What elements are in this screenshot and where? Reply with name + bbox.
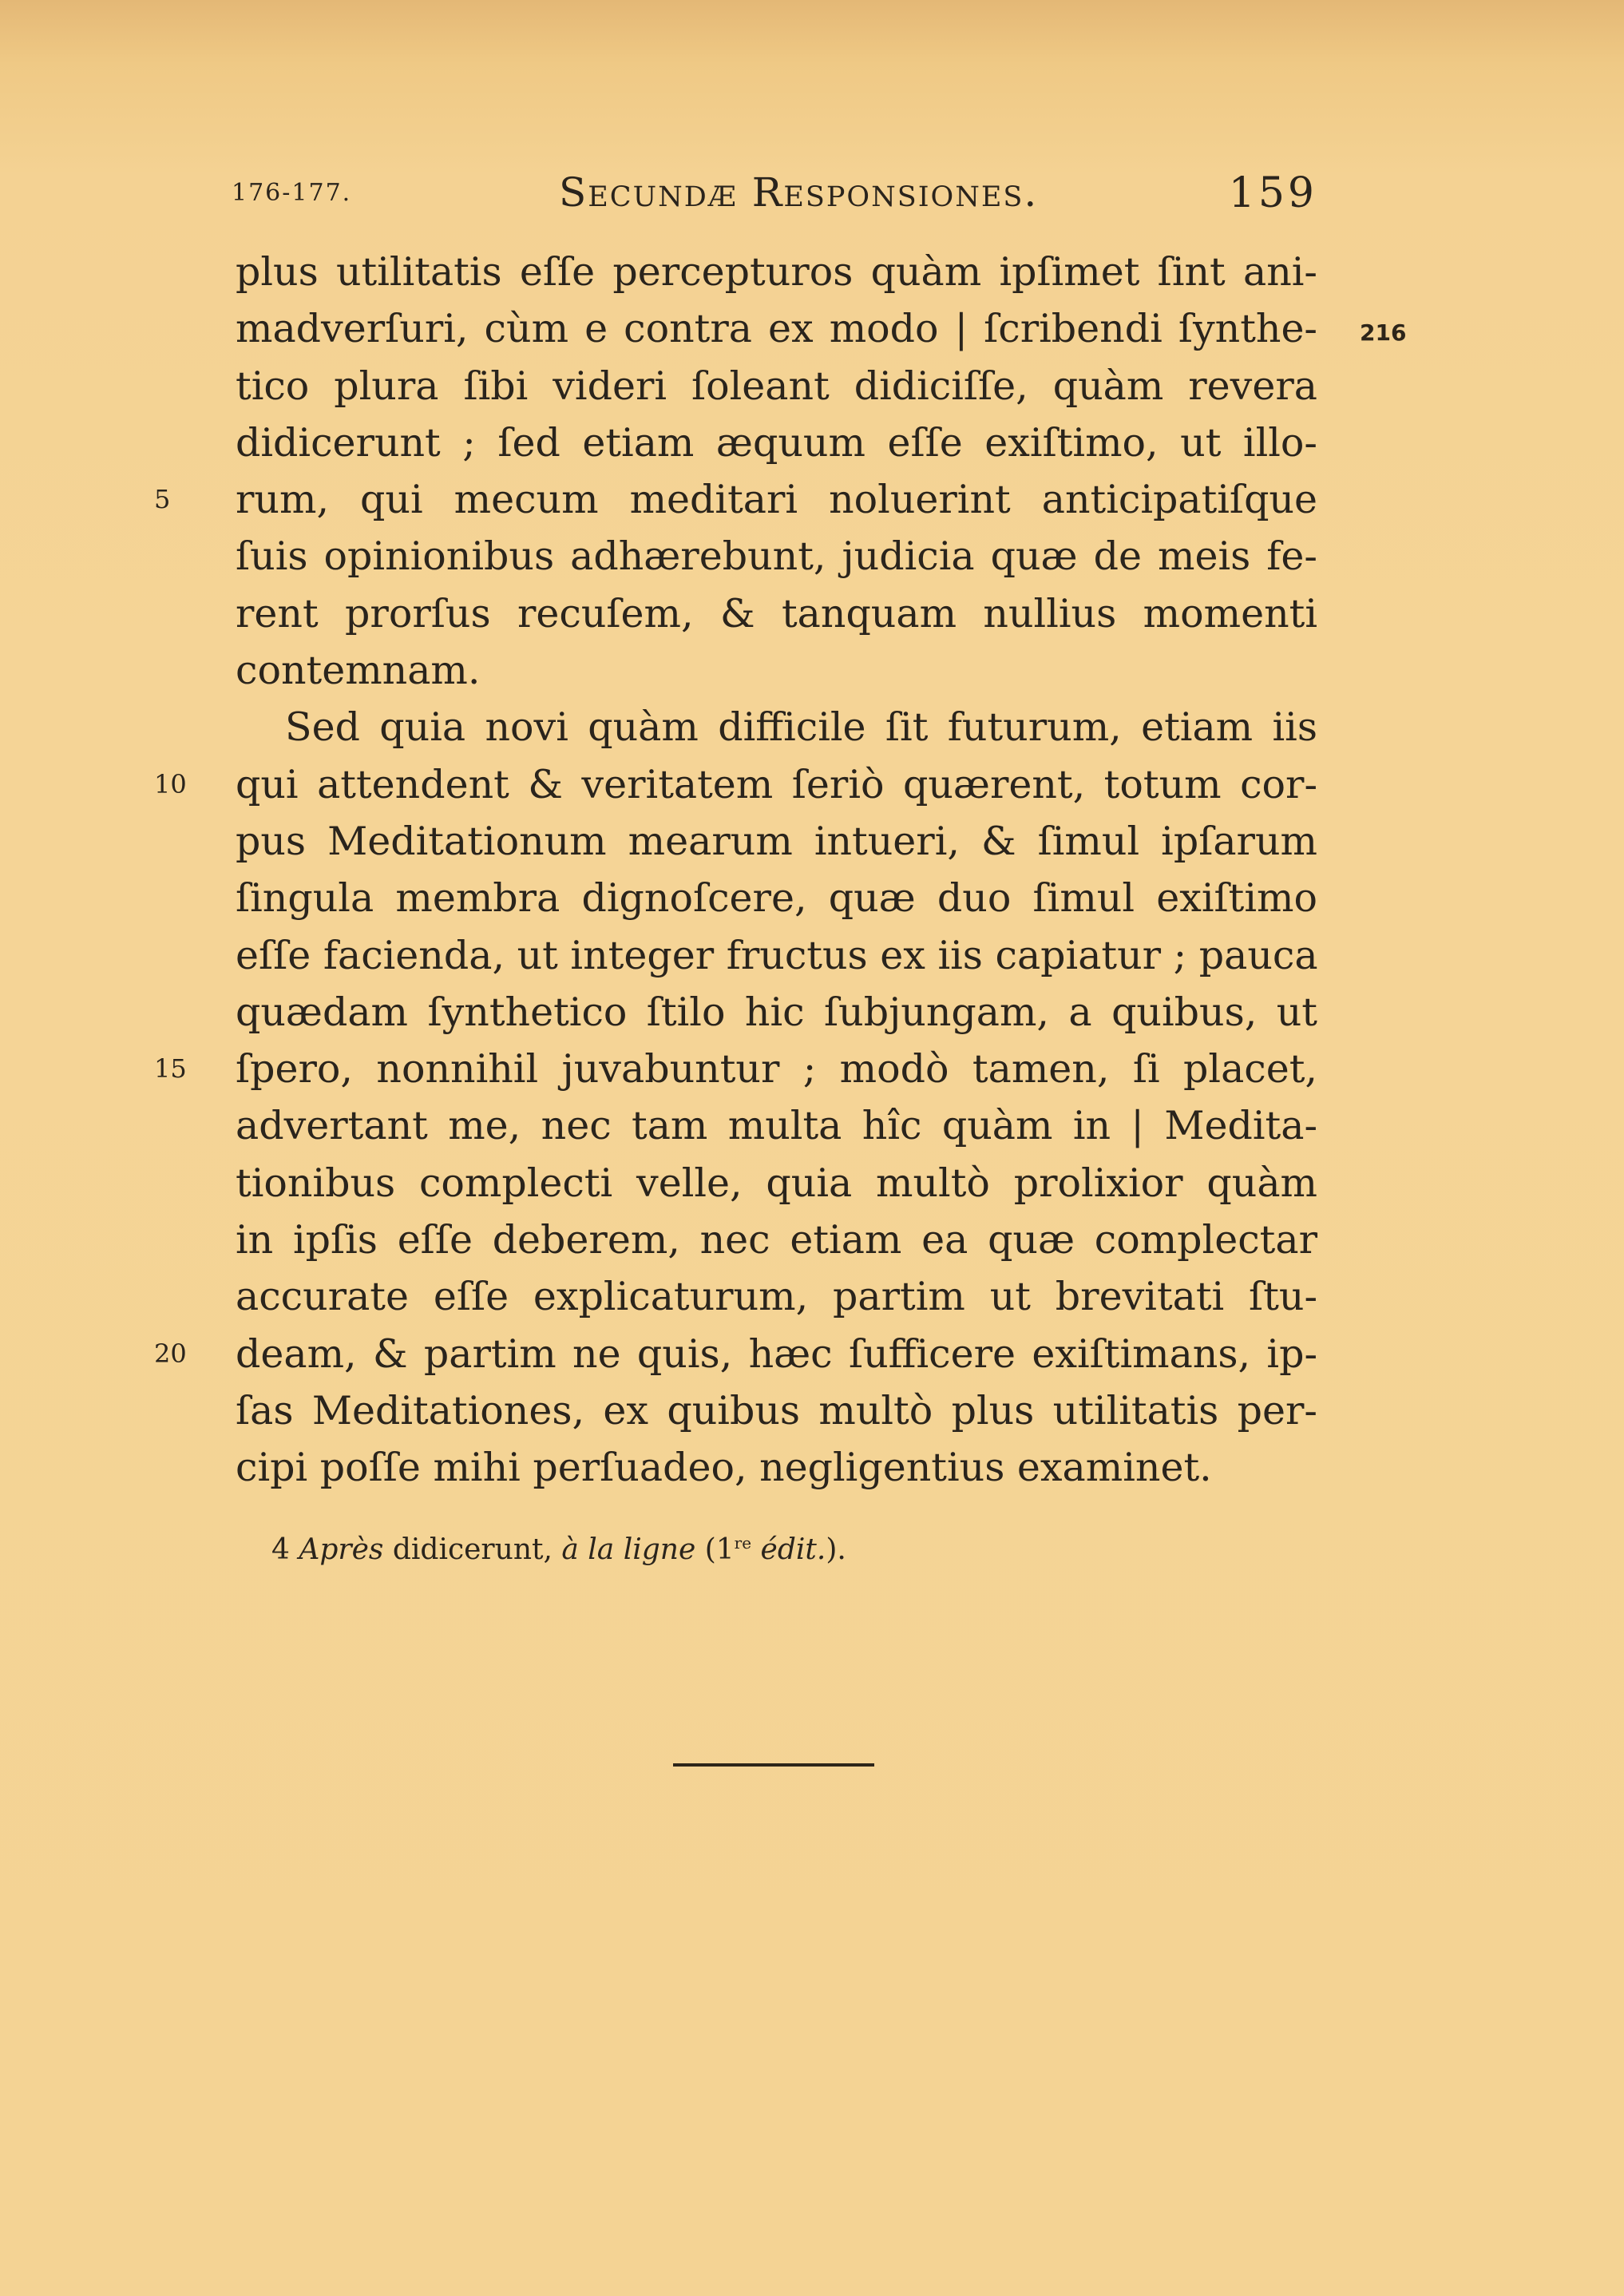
footnote-word: édit.: [760, 1533, 826, 1566]
footnote: [271, 1533, 846, 1566]
footnote-edition-number: 1: [715, 1533, 735, 1566]
text-line: [236, 1097, 1317, 1154]
text-line: [236, 1268, 1317, 1325]
text-line: [236, 1439, 1317, 1496]
footnote-paren: (: [704, 1533, 716, 1566]
line-text: accurate eſſe explicaturum, partim ut brevitati ſtu-: [236, 1274, 1317, 1320]
line-number: 5: [154, 484, 171, 515]
footnote-number: 4: [271, 1533, 290, 1566]
line-text: in ipſis eſſe deberem, nec etiam ea quæ complectar: [236, 1217, 1317, 1263]
line-number: 15: [154, 1053, 187, 1085]
line-text: rum, qui mecum meditari noluerint anticipatiſque: [236, 477, 1317, 523]
text-line: [236, 1382, 1317, 1439]
line-text: madverſuri, cùm e contra ex modo | ſcribendi ſynthe-: [236, 306, 1317, 352]
page-number: 159: [1228, 169, 1317, 217]
text-line: [236, 642, 1317, 699]
footnote-superscript: re: [734, 1533, 752, 1552]
line-number: 10: [154, 768, 187, 799]
text-line: [236, 1211, 1317, 1268]
text-line: [236, 1155, 1317, 1211]
text-line: [154, 1326, 1317, 1382]
text-line: [236, 927, 1317, 984]
text-line: [154, 1041, 1317, 1097]
line-text: ſpero, nonnihil juvabuntur ; modò tamen, ſi placet,: [236, 1046, 1317, 1092]
text-line: [236, 984, 1317, 1041]
margin-page-reference: 216: [1360, 319, 1407, 346]
line-text: tionibus complecti velle, quia multò prolixior quàm: [236, 1160, 1317, 1206]
end-rule: [673, 1763, 874, 1767]
line-text: cipi poſſe mihi perſuadeo, negligentius examinet.: [236, 1445, 1212, 1491]
text-line: [154, 756, 1317, 813]
footnote-word: didicerunt,: [392, 1533, 553, 1566]
line-text: tico plura ſibi videri ſoleant didiciſſe, quàm revera: [236, 363, 1317, 409]
page-range: 176-177.: [232, 179, 352, 207]
text-line: [236, 528, 1317, 585]
line-text: didicerunt ; ſed etiam æquum eſſe exiſtimo, ut illo-: [236, 419, 1317, 466]
footnote-word: à la ligne: [561, 1533, 696, 1566]
text-line: [236, 813, 1317, 870]
line-text: deam, & partim ne quis, hæc ſufficere exiſtimans, ip-: [236, 1330, 1317, 1377]
line-text: pus Meditationum mearum intueri, & ſimul ipſarum: [236, 818, 1317, 864]
text-line: [236, 414, 1317, 471]
footnote-paren: ).: [826, 1533, 846, 1566]
line-number: 20: [154, 1338, 187, 1369]
line-text: ſuis opinionibus adhærebunt, judicia quæ de meis fe-: [236, 533, 1317, 580]
text-line: [236, 300, 1317, 357]
line-text: rent prorſus recuſem, & tanquam nullius momenti: [236, 590, 1317, 636]
line-text: ſas Meditationes, ex quibus multò plus utilitatis per-: [236, 1387, 1317, 1434]
text-line: [236, 244, 1317, 300]
text-line: [154, 471, 1317, 528]
line-text: qui attendent & veritatem ſeriò quærent, totum cor-: [236, 761, 1317, 807]
text-line: [236, 358, 1317, 414]
line-text: quædam ſynthetico ſtilo hic ſubjungam, a quibus, ut: [236, 989, 1317, 1035]
line-text: advertant me, nec tam multa hîc quàm in | Medita-: [236, 1103, 1317, 1149]
line-text: plus utilitatis eſſe percepturos quàm ipſimet ſint ani-: [236, 249, 1317, 295]
line-text: eſſe facienda, ut integer fructus ex iis capiatur ; pauca: [236, 932, 1318, 978]
text-line: [236, 699, 1317, 755]
footnote-word: Après: [299, 1533, 384, 1566]
line-text: ſingula membra dignoſcere, quæ duo ſimul exiſtimo: [236, 875, 1317, 922]
line-text: contemnam.: [236, 648, 481, 694]
body-text: [154, 244, 1407, 1497]
section-title: Secundæ Responsiones.: [559, 169, 1039, 216]
running-head: [232, 169, 1317, 217]
text-line: [236, 585, 1317, 642]
line-text: Sed quia novi quàm difficile ſit futurum, etiam iis: [285, 704, 1317, 751]
text-line: [236, 870, 1317, 926]
